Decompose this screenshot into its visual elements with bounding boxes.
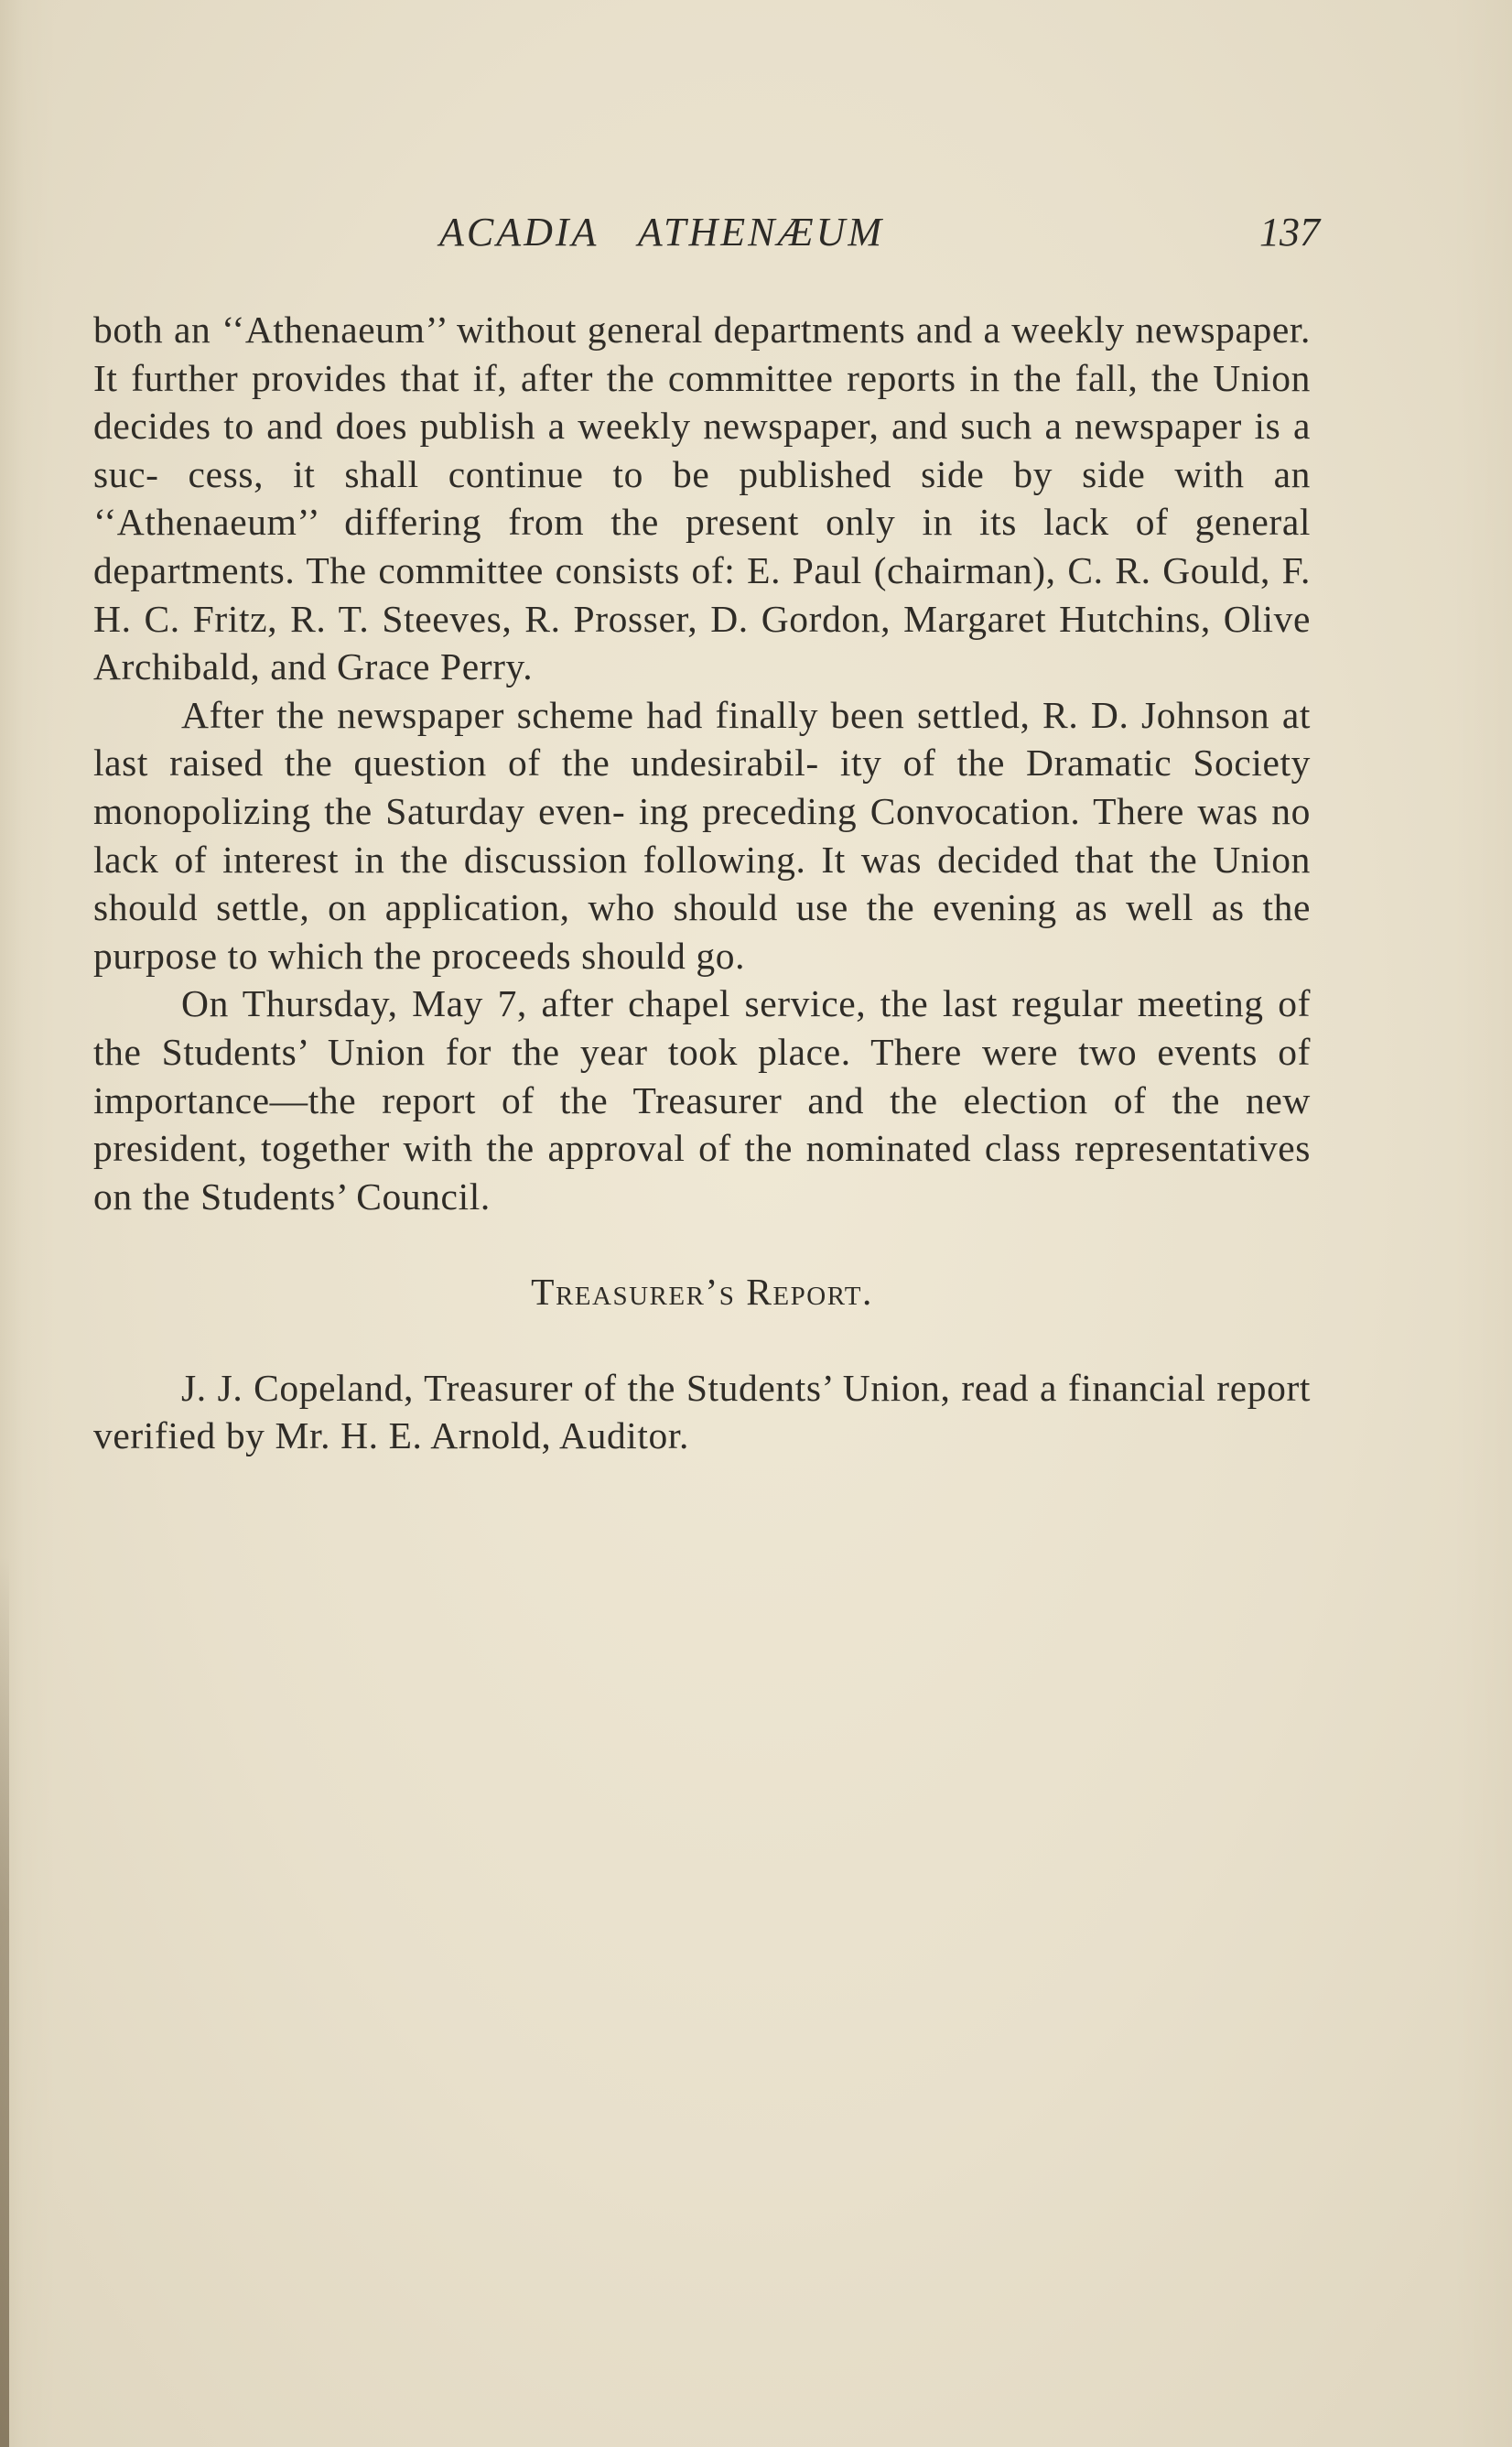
paragraph-last-meeting: On Thursday, May 7, after chapel service, the last regular meeting of the Students’ Union for the year took place. There were two events of importance—the report of the Treasurer and the election of the new president, together with the approval of the nominated class representatives on the Students’ Council. xyxy=(93,982,1311,1218)
paragraph-financial-report: J. J. Copeland, Treasurer of the Students’ Union, read a financial report verified by Mr. H. E. Arnold, Auditor. xyxy=(93,1366,1311,1457)
running-head xyxy=(92,209,1318,260)
paragraph-committee: both an ‘‘Athenaeum’’ without general departments and a weekly newspaper. It further provides that if, after the committee reports in the fall, the Union decides to and does publish a weekly newspaper, and such a newspaper is a suc- cess, it shall continue to be published side by side with an ‘‘Athenaeum’’ differing from the present only in its lack of general departments. The committee consists of: E. Paul (chairman), C. R. Gould, F. H. C. Fritz, R. T. Steeves, R. Prosser, D. Gordon, Margaret Hutchins, Olive Archibald, and Grace Perry. xyxy=(93,309,1311,688)
body-text xyxy=(93,306,1311,1460)
section-heading-treasurers-report: Treasurer’s Report. xyxy=(531,1271,873,1314)
page-number: 137 xyxy=(1259,210,1320,254)
paragraph-dramatic-society: After the newspaper scheme had finally been settled, R. D. Johnson at last raised the question of the undesirabil- ity of the Dramatic Society monopolizing the Saturday even- ing preceding Convocation. There was no lack of interest in the discussion following. It was decided that the Union should settle, on application, who should use the evening as well as the purpose to which the proceeds should go. xyxy=(93,693,1311,977)
journal-title: ACADIA ATHENÆUM xyxy=(439,210,885,254)
page-edge-shadow xyxy=(0,1556,9,2447)
